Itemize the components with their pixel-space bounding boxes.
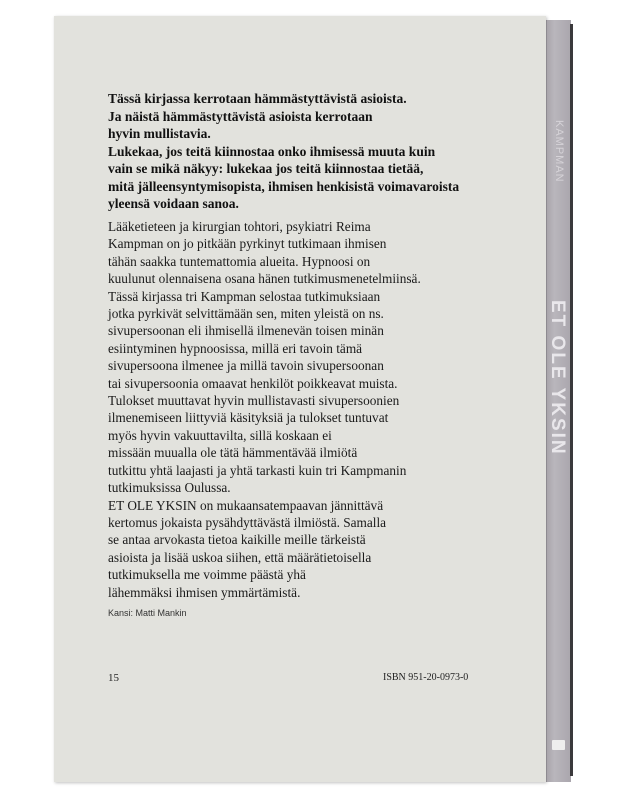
body-line: tai sivupersoonia omaavat henkilöt poikkeavat muista. (108, 375, 398, 391)
body-line: tutkimuksella me voimme päästä yhä (108, 567, 306, 583)
body-line: se antaa arvokasta tietoa kaikille meille tärkeistä (108, 532, 366, 548)
intro-line: vain se mikä näkyy: lukekaa jos teitä kiinnostaa tietää, (108, 161, 424, 176)
body-line: Tässä kirjassa tri Kampman selostaa tutkimuksiaan (108, 288, 381, 304)
spine-title: ET OLE YKSIN (547, 300, 568, 456)
intro-line: mitä jälleensyntymisopista, ihmisen henkisistä voimavaroista (108, 178, 460, 194)
intro-line: hyvin mullistavia. (108, 126, 211, 141)
cover-credit: Kansi: Matti Mankin (108, 608, 187, 618)
body-line: kertomus jokaista pysähdyttävästä ilmiöstä. Samalla (108, 514, 387, 530)
body-line: tähän saakka tuntemattomia alueita. Hypnoosi on (108, 253, 371, 269)
body-line: tutkittu yhtä laajasti ja yhtä tarkasti kuin tri Kampmanin (108, 462, 407, 478)
intro-line: Lukekaa, jos teitä kiinnostaa onko ihmisessä muuta kuin (108, 143, 436, 159)
spine-edge (570, 24, 573, 776)
intro-line: Ja näistä hämmästyttävistä asioista kerrotaan (108, 108, 373, 124)
body-line: ilmenemiseen liittyviä käsityksiä ja tulokset tuntuvat (108, 410, 389, 426)
body-line: ET OLE YKSIN on mukaansatempaavan jännittävä (108, 497, 384, 513)
body-line: Lääketieteen ja kirurgian tohtori, psykiatri Reima (108, 219, 371, 234)
body-line: Kampman on jo pitkään pyrkinyt tutkimaan ihmisen (108, 236, 387, 252)
intro-line: Tässä kirjassa kerrotaan hämmästyttävistä asioista. (108, 91, 407, 106)
intro-line: yleensä voidaan sanoa. (108, 196, 239, 211)
body-line: kuulunut olennaisena osana hänen tutkimusmenetelmiinsä. (108, 271, 421, 287)
page-number: 15 (108, 672, 119, 684)
isbn: ISBN 951-20-0973-0 (383, 672, 469, 683)
body-line: sivupersoonan eli ihmisellä ilmenevän toisen minän (108, 323, 384, 339)
body-line: Tulokset muuttavat hyvin mullistavasti sivupersoonien (108, 393, 400, 409)
body-line: sivupersoona ilmenee ja millä tavoin sivupersoonan (108, 358, 384, 374)
intro-blurb (108, 90, 508, 213)
body-line: asioista ja lisää uskoa siihen, että määrätietoisella (108, 549, 372, 565)
body-line: myös hyvin vakuuttavilta, sillä koskaan ei (108, 427, 332, 443)
spine-author: KAMPMAN (553, 120, 565, 183)
body-line: esiintyminen hypnoosissa, millä eri tavoin tämä (108, 340, 363, 356)
body-line: jotka pyrkivät selvittämään sen, miten yleistä on ns. (108, 306, 384, 322)
body-line: tutkimuksissa Oulussa. (108, 480, 231, 496)
body-line: lähemmäksi ihmisen ymmärtämistä. (108, 584, 301, 600)
body-line: missään muualla ole tätä hämmentävää ilmiötä (108, 445, 358, 461)
publisher-logo-icon (552, 740, 565, 750)
description-text (108, 218, 518, 601)
